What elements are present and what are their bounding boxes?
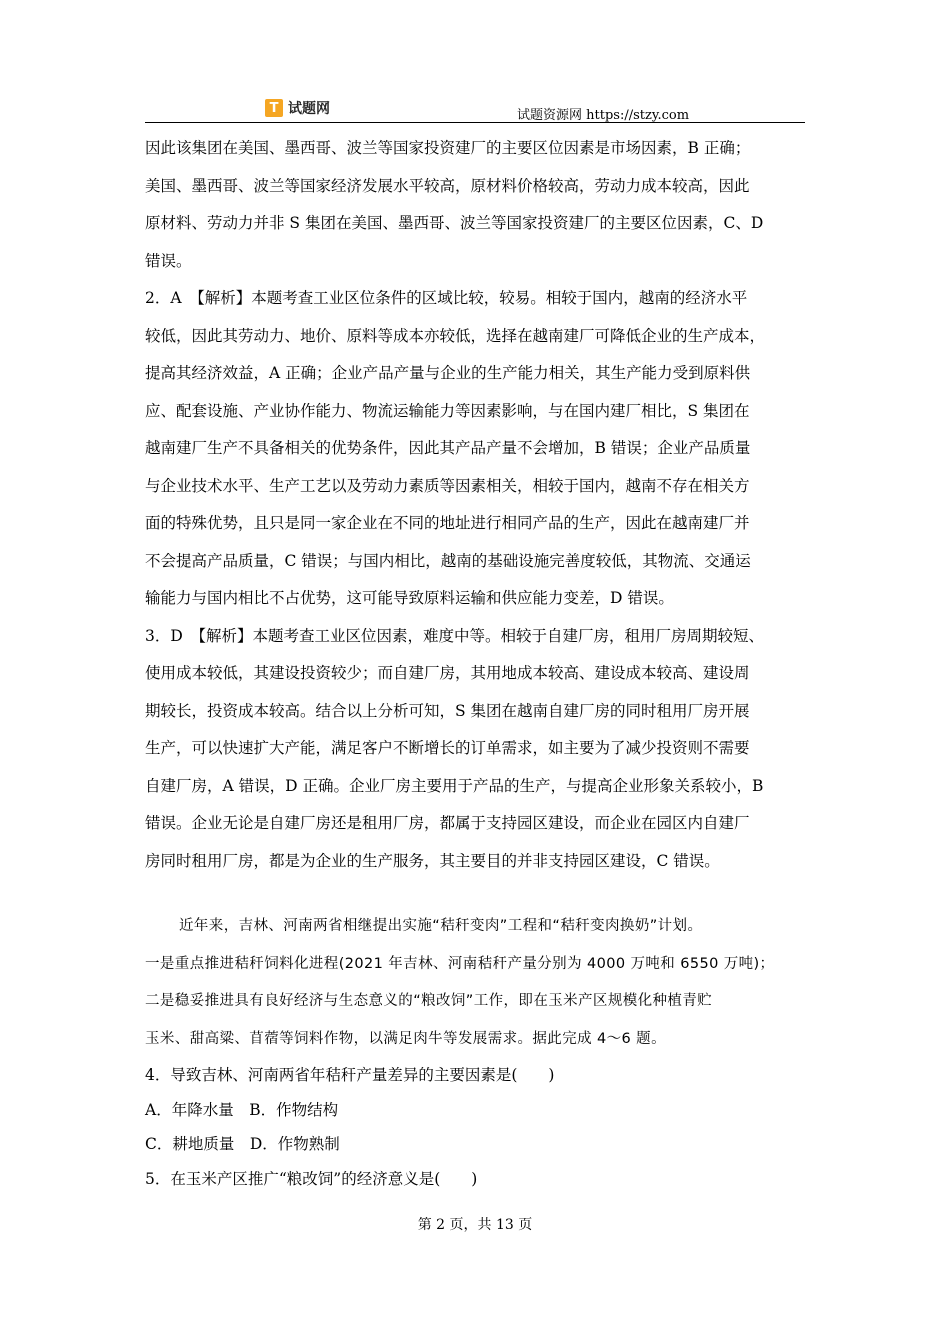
answer-line: 房同时租用厂房，都是为企业的生产服务，其主要目的并非支持园区建设，C 错误。 xyxy=(145,851,720,870)
answer-line: 使用成本较低，其建设投资较少；而自建厂房，其用地成本较高、建设成本较高、建设周 xyxy=(145,664,750,682)
answer-line: 应、配套设施、产业协作能力、物流运输能力等因素影响，与在国内建厂相比，S 集团在 xyxy=(145,401,750,420)
question-section xyxy=(145,1058,810,1196)
logo-text: 试题网 xyxy=(288,101,330,117)
passage-line: 玉米、甜高粱、苜蓿等饲料作物，以满足肉牛等发展需求。据此完成 4～6 题。 xyxy=(145,1030,666,1047)
page-header xyxy=(145,98,805,123)
answer-line: 错误。企业无论是自建厂房还是租用厂房，都属于支持园区建设，而企业在园区内自建厂 xyxy=(145,814,750,832)
page-footer: 第 2 页，共 13 页 xyxy=(417,1217,533,1233)
passage-line: 二是稳妥推进具有良好经济与生态意义的“粮改饲”工作，即在玉米产区规模化种植青贮 xyxy=(145,993,713,1009)
answer-line: 输能力与国内相比不占优势，这可能导致原料运输和供应能力变差，D 错误。 xyxy=(145,589,674,607)
logo-t-icon: T xyxy=(265,99,283,117)
answer-line: 生产，可以快速扩大产能，满足客户不断增长的订单需求，如主要为了减少投资则不需要 xyxy=(145,739,750,757)
site-logo[interactable] xyxy=(265,98,330,118)
answer-section xyxy=(145,130,810,880)
answer-line: 3．D 【解析】本题考查工业区位因素，难度中等。相较于自建厂房，租用厂房周期较短、 xyxy=(145,626,765,645)
answer-line: 因此该集团在美国、墨西哥、波兰等国家投资建厂的主要区位因素是市场因素，B 正确； xyxy=(145,139,751,157)
reading-passage xyxy=(145,908,810,1058)
answer-line: 与企业技术水平、生产工艺以及劳动力素质等因素相关，相较于国内，越南不存在相关方 xyxy=(145,476,750,495)
answer-line: 自建厂房，A 错误，D 正确。企业厂房主要用于产品的生产，与提高企业形象关系较小，B xyxy=(145,776,764,795)
question-4-stem: 4．导致吉林、河南两省年秸秆产量差异的主要因素是( ) xyxy=(145,1066,555,1084)
answer-line: 提高其经济效益，A 正确；企业产品产量与企业的生产能力相关，其生产能力受到原料供 xyxy=(145,364,751,382)
answer-line: 美国、墨西哥、波兰等国家经济发展水平较高，原材料价格较高，劳动力成本较高，因此 xyxy=(145,176,750,195)
answer-line: 面的特殊优势，且只是同一家企业在不同的地址进行相同产品的生产，因此在越南建厂并 xyxy=(145,514,750,532)
answer-line: 错误。 xyxy=(145,251,192,270)
answer-line: 较低，因此其劳动力、地价、原料等成本亦较低，选择在越南建厂可降低企业的生产成本， xyxy=(145,326,766,345)
question-5-stem: 5．在玉米产区推广“粮改饲”的经济意义是( ) xyxy=(145,1169,478,1188)
answer-line: 2．A 【解析】本题考查工业区位条件的区域比较，较易。相较于国内，越南的经济水平 xyxy=(145,289,748,307)
passage-line: 一是重点推进秸秆饲料化进程(2021 年吉林、河南秸秆产量分别为 4000 万吨和 6550 万吨)； xyxy=(145,955,775,972)
question-4-options-ab: A．年降水量 B．作物结构 xyxy=(145,1100,339,1119)
answer-line: 原材料、劳动力并非 S 集团在美国、墨西哥、波兰等国家投资建厂的主要区位因素，C、D xyxy=(145,214,764,232)
header-source-link[interactable]: 试题资源网 https://stzy.com xyxy=(517,108,690,123)
answer-line: 不会提高产品质量，C 错误；与国内相比，越南的基础设施完善度较低，其物流、交通运 xyxy=(145,551,751,570)
answer-line: 越南建厂生产不具备相关的优势条件，因此其产品产量不会增加，B 错误；企业产品质量 xyxy=(145,439,751,457)
question-4-options-cd: C．耕地质量 D．作物熟制 xyxy=(145,1135,340,1153)
passage-line: 近年来，吉林、河南两省相继提出实施“秸秆变肉”工程和“秸秆变肉换奶”计划。 xyxy=(179,918,703,934)
answer-line: 期较长，投资成本较高。结合以上分析可知，S 集团在越南自建厂房的同时租用厂房开展 xyxy=(145,701,750,720)
page-body xyxy=(145,130,810,1196)
